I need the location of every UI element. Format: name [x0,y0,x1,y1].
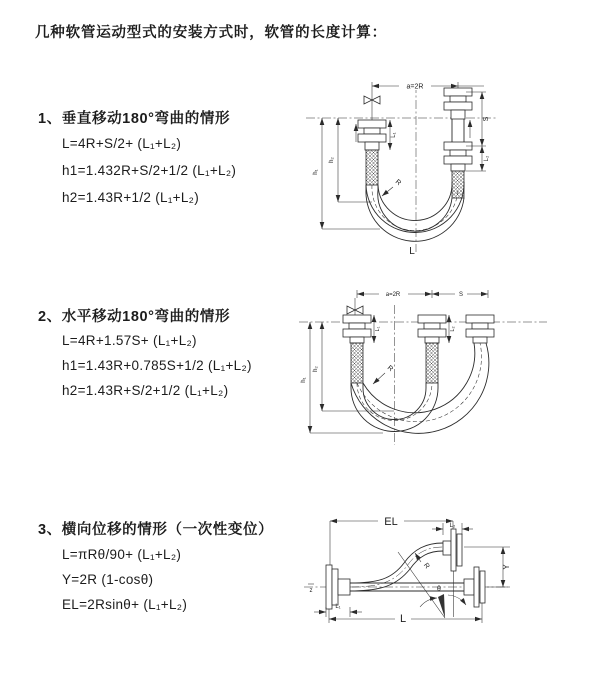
dim-label-a2r: a=2R [385,292,401,298]
section-3-formula-Y: Y=2R (1-cosθ) [62,572,154,587]
dim-label-r: R [385,364,395,374]
dim-s [466,92,490,146]
centerlines [299,305,547,445]
left-flange [308,565,350,609]
dim-label-l1: L₁ [391,132,397,138]
middle-flange-assembly [418,315,446,383]
diagram-horizontal-180-bend [295,283,595,458]
section-1-formula-h1: h1=1.432R+S/2+1/2 (L₁+L₂) [62,163,237,178]
braided-hose-section [351,343,363,383]
dim-label-l1: L₁ [335,604,341,610]
dim-label-l2: L₂ [449,523,456,529]
section-3-formula-L: L=πRθ/90+ (L₁+L₂) [62,547,182,562]
dim-l2 [449,315,456,343]
section-1-formula-h2: h2=1.43R+1/2 (L₁+L₂) [62,190,200,205]
dim-l-total [329,603,482,625]
dim-label-h2: h₂ [329,157,335,163]
right-flange-original [464,567,485,607]
valve-icon [347,298,363,315]
radius-leader [382,179,402,196]
section-3-formula-EL: EL=2Rsinθ+ (L₁+L₂) [62,597,188,612]
dim-label-h2: h₂ [313,366,319,372]
braided-hose-section [366,150,378,185]
section-2-formula-h1: h1=1.43R+0.785S+1/2 (L₁+L₂) [62,358,252,373]
dim-label-l2: L₂ [484,155,490,162]
dim-label-a2r: a=2R [406,83,424,91]
braided-hose-section [426,343,438,383]
dim-label-theta: θ [437,586,441,593]
dim-label-l-total: L [409,246,415,257]
dim-a2r-s [357,290,488,299]
section-2-formula-L: L=4R+1.57S+ (L₁+L₂) [62,333,197,348]
dim-label-s: S [458,292,464,298]
right-flange-assemblies [444,88,472,198]
dim-l1 [374,315,381,343]
dim-label-r: R [421,562,431,571]
dim-l1 [390,120,397,150]
radius-leader [415,553,431,570]
dim-label-h1: h₁ [301,377,307,383]
hose-u-bend-wide [351,343,489,433]
hose-u-bend [366,182,464,241]
section-2-heading: 2、水平移动180°弯曲的情形 [38,309,231,325]
braided-hose-section [452,171,464,198]
dim-label-h1: h₁ [313,169,319,175]
right-flange-assembly [466,315,494,343]
section-2-formula-h2: h2=1.43R+S/2+1/2 (L₁+L₂) [62,383,229,398]
section-1-heading: 1、垂直移动180°弯曲的情形 [38,111,231,127]
dim-label-y: Y [502,564,511,570]
page-title: 几种软管运动型式的安装方式时，软管的长度计算： [35,25,387,41]
angle-wedge [438,594,445,618]
centerline-mark-z: z [309,588,313,594]
section-1-formula-L: L=4R+S/2+ (L₁+L₂) [62,136,182,151]
diagram-vertical-180-bend [300,72,560,262]
dim-label-s: S [483,116,490,122]
dim-el [330,515,453,571]
dim-h1 [301,322,383,433]
dim-label-el: EL [384,516,398,528]
radius-leader [373,365,394,384]
diagram-lateral-displacement [298,505,598,660]
dim-label-l2: L₂ [450,326,456,332]
section-3-heading: 3、横向位移的情形（一次性变位） [38,522,274,538]
displaced-end-flange [443,529,462,571]
dim-label-r: R [393,178,403,188]
left-flange-assembly [358,120,386,185]
dim-label-l: L [399,613,407,625]
dim-l1 [314,604,362,617]
left-flange-assembly [343,315,371,383]
valve-icon [364,90,380,120]
dim-label-l1: L₁ [375,326,381,332]
